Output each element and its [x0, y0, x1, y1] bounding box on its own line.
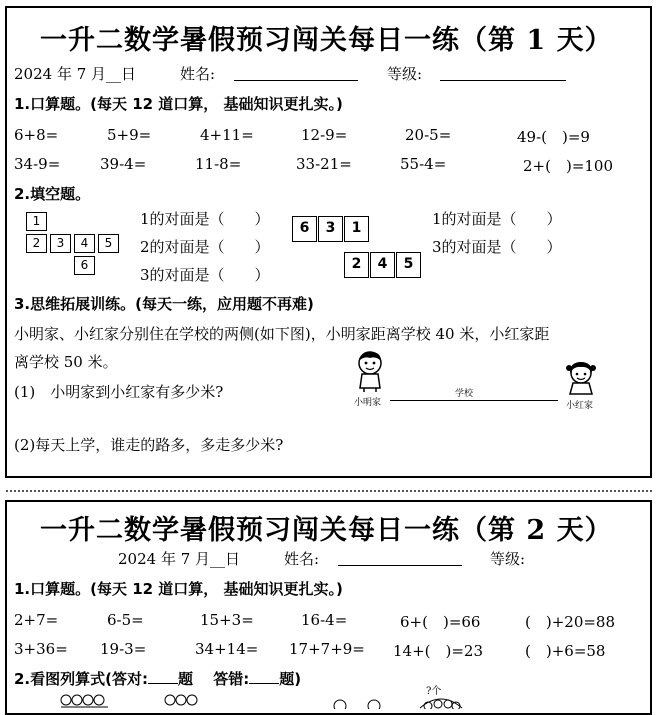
day1-section1-heading: 1.口算题。(每天 12 道口算， 基础知识更扎实。) [14, 95, 343, 113]
day1-title: 一升二数学暑假预习闯关每日一练（第 1 天） [40, 25, 613, 56]
day2-calc-r1-3: 15+3= [200, 611, 254, 629]
day1-question2: (2)每天上学，谁走的路多，多走多少米? [14, 436, 284, 454]
day1-net1-q2: 2的对面是（ ） [140, 238, 270, 256]
day1-calc-r1-2: 5+9= [107, 126, 152, 144]
day2-section2-part3: 题) [279, 670, 302, 688]
day2-wrong-field[interactable] [249, 669, 279, 684]
day1-calc-r2-5: 55-4= [400, 155, 447, 173]
day1-calc-r1-4: 12-9= [301, 126, 348, 144]
day1-calc-r1-3: 4+11= [200, 126, 254, 144]
day2-title: 一升二数学暑假预习闯关每日一练（第 2 天） [40, 515, 613, 546]
net2-cell-1: 1 [344, 216, 369, 242]
day1-calc-r1-5: 20-5= [405, 126, 452, 144]
day2-calc-r1-1: 2+7= [14, 611, 59, 629]
fig-label-school: 学校 [455, 389, 474, 399]
fruit-group-3-icon [330, 696, 390, 709]
net1-cell-3: 3 [50, 234, 71, 253]
day1-section3-heading: 3.思维拓展训练。(每天一练，应用题不再难) [14, 295, 314, 313]
net1-cell-6: 6 [74, 256, 95, 275]
net2-cell-4: 4 [370, 252, 395, 278]
boy-figure-icon [354, 350, 388, 392]
day2-name-field[interactable] [338, 551, 462, 566]
fig-label-xiaoming: 小明家 [354, 398, 382, 408]
day2-section2-part2: 题 答错: [178, 670, 250, 688]
day2-calc-r1-2: 6-5= [107, 611, 144, 629]
day1-net2-q1: 1的对面是（ ） [432, 210, 562, 228]
road-line [390, 400, 558, 401]
day2-calc-r1-4: 16-4= [301, 611, 348, 629]
day1-name-label: 姓名: [180, 65, 216, 83]
day2-correct-field[interactable] [148, 669, 178, 684]
apples-group-1-icon [58, 690, 128, 709]
day2-calc-r1-5: 6+( )=66 [400, 613, 481, 631]
day1-net1-q1: 1的对面是（ ） [140, 210, 270, 228]
day1-paragraph-line1: 小明家、小红家分别住在学校的两侧(如下图)，小明家距离学校 40 米，小红家距 [14, 325, 550, 343]
day1-name-field[interactable] [234, 66, 358, 81]
day2-grade-label: 等级: [490, 550, 526, 568]
day1-calc-r2-4: 33-21= [296, 155, 352, 173]
day1-grade-label: 等级: [387, 65, 423, 83]
day2-calc-r2-6: ( )+6=58 [525, 642, 606, 660]
day1-calc-r2-1: 34-9= [14, 155, 61, 173]
day2-calc-r1-6: ( )+20=88 [525, 613, 616, 631]
day1-calc-r2-2: 39-4= [100, 155, 147, 173]
day1-calc-r2-6: 2+( )=100 [523, 157, 614, 175]
day1-grade-field[interactable] [440, 66, 566, 81]
net1-cell-4: 4 [74, 234, 95, 253]
day1-net1-q3: 3的对面是（ ） [140, 266, 270, 284]
day2-section2-part1: 2.看图列算式(答对: [14, 670, 148, 688]
day1-calc-r1-6: 49-( )=9 [517, 128, 590, 146]
day2-calc-r2-4: 17+7+9= [289, 640, 365, 658]
net1-cell-1: 1 [26, 212, 47, 231]
net2-cell-2: 2 [344, 252, 369, 278]
day1-calc-r1-1: 6+8= [14, 126, 59, 144]
net2-cell-5: 5 [396, 252, 421, 278]
day1-net2-q2: 3的对面是（ ） [432, 238, 562, 256]
fruit-bunch-icon [416, 694, 466, 709]
day1-section2-heading: 2.填空题。 [14, 185, 91, 203]
day1-date: 2024 年 7 月__日 [14, 65, 137, 83]
day2-section1-heading: 1.口算题。(每天 12 道口算， 基础知识更扎实。) [14, 580, 343, 598]
page-separator [6, 490, 652, 492]
day1-paragraph-line2: 离学校 50 米。 [14, 353, 118, 371]
net2-cell-6: 6 [292, 216, 317, 242]
day2-calc-r2-3: 34+14= [195, 640, 259, 658]
day2-calc-r2-5: 14+( )=23 [393, 642, 484, 660]
day2-calc-r2-1: 3+36= [14, 640, 68, 658]
apples-group-2-icon [162, 690, 202, 709]
fig-label-xiaohong: 小红家 [566, 401, 594, 411]
net1-cell-5: 5 [98, 234, 119, 253]
girl-figure-icon [564, 360, 598, 396]
day2-name-label: 姓名: [284, 550, 320, 568]
day2-date: 2024 年 7 月__日 [118, 550, 241, 568]
day2-calc-r2-2: 19-3= [100, 640, 147, 658]
question-count-label: ?个 [426, 686, 442, 697]
day1-question1: (1) 小明家到小红家有多少米? [14, 383, 224, 401]
day2-section2-heading [14, 668, 301, 689]
net2-cell-3: 3 [318, 216, 343, 242]
day1-calc-r2-3: 11-8= [195, 155, 242, 173]
net1-cell-2: 2 [26, 234, 47, 253]
